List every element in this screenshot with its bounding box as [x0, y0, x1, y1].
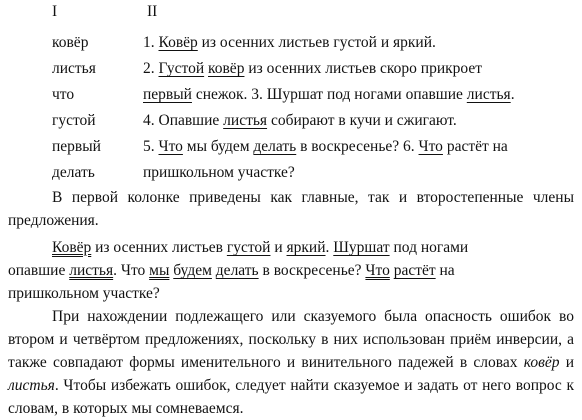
italic-word: ковёр	[523, 354, 560, 371]
word-3: что	[52, 86, 75, 103]
underlined-word: Шуршат	[333, 239, 390, 256]
double-underlined-word: Ковёр	[52, 239, 92, 256]
underlined-word: первый	[143, 86, 192, 103]
italic-word: листья	[8, 377, 55, 394]
column-header-2: II	[147, 3, 158, 20]
column-header-1: I	[52, 3, 58, 20]
underlined-word: Ковёр	[158, 34, 198, 51]
sentence-6-cont: пришкольном участке?	[143, 164, 295, 181]
word-6: делать	[52, 164, 95, 181]
double-underlined-word: Что	[365, 262, 390, 279]
paragraph-2-line-2: опавшие листья. Что мы будем делать в воскресенье? Что растёт на	[8, 262, 455, 279]
sentence-4: 4. Опавшие листья собирают в кучи и сжигают.	[143, 112, 457, 129]
word-4: густой	[52, 112, 96, 129]
underlined-word: яркий	[286, 239, 326, 256]
sentence-2: 2. Густой ковёр из осенних листьев скоро прикроет	[143, 60, 483, 77]
word-5: первый	[52, 138, 101, 155]
underlined-word: листья	[466, 86, 511, 103]
double-underlined-word: листья	[69, 262, 114, 279]
underlined-word: листья	[223, 112, 268, 129]
word-1: ковёр	[52, 34, 89, 51]
underlined-word: будем	[173, 262, 212, 279]
underlined-word: растёт	[393, 262, 436, 279]
word-2: листья	[52, 60, 96, 77]
underlined-word: Что	[158, 138, 183, 155]
sentence-2-3: первый снежок. 3. Шуршат под ногами опавшие листья.	[143, 86, 515, 103]
underlined-word: Что	[418, 138, 443, 155]
sentence-1: 1. Ковёр из осенних листьев густой и яркий.	[143, 34, 436, 51]
paragraph-2-line-3: пришкольном участке?	[8, 285, 160, 302]
paragraph-2-line-1: Ковёр из осенних листьев густой и яркий. Шуршат под ногами	[52, 239, 469, 256]
underlined-word: Густой	[158, 60, 205, 77]
paragraph-3: При нахождении подлежащего или сказуемого была опасность ошибок во втором и четвёртом предложениях, поскольку в них использован приём инверсии, а также совпадают формы именительного и винительного падежей в словах ковёр и листья. Чтобы избежать ошибок, следует найти сказуемое и задать от него вопрос к словам, в которых мы сомневаемся.	[8, 308, 574, 417]
sentence-5-6: 5. Что мы будем делать в воскресенье? 6. Что растёт на	[143, 138, 508, 155]
underlined-word: делать	[215, 262, 259, 279]
double-underlined-word: мы	[149, 262, 170, 279]
underlined-word: ковёр	[208, 60, 245, 77]
paragraph-1: В первой колонке приведены как главные, так и второстепенные члены предложения.	[8, 189, 574, 229]
underlined-word: делать	[253, 138, 297, 155]
underlined-word: густой	[226, 239, 271, 256]
